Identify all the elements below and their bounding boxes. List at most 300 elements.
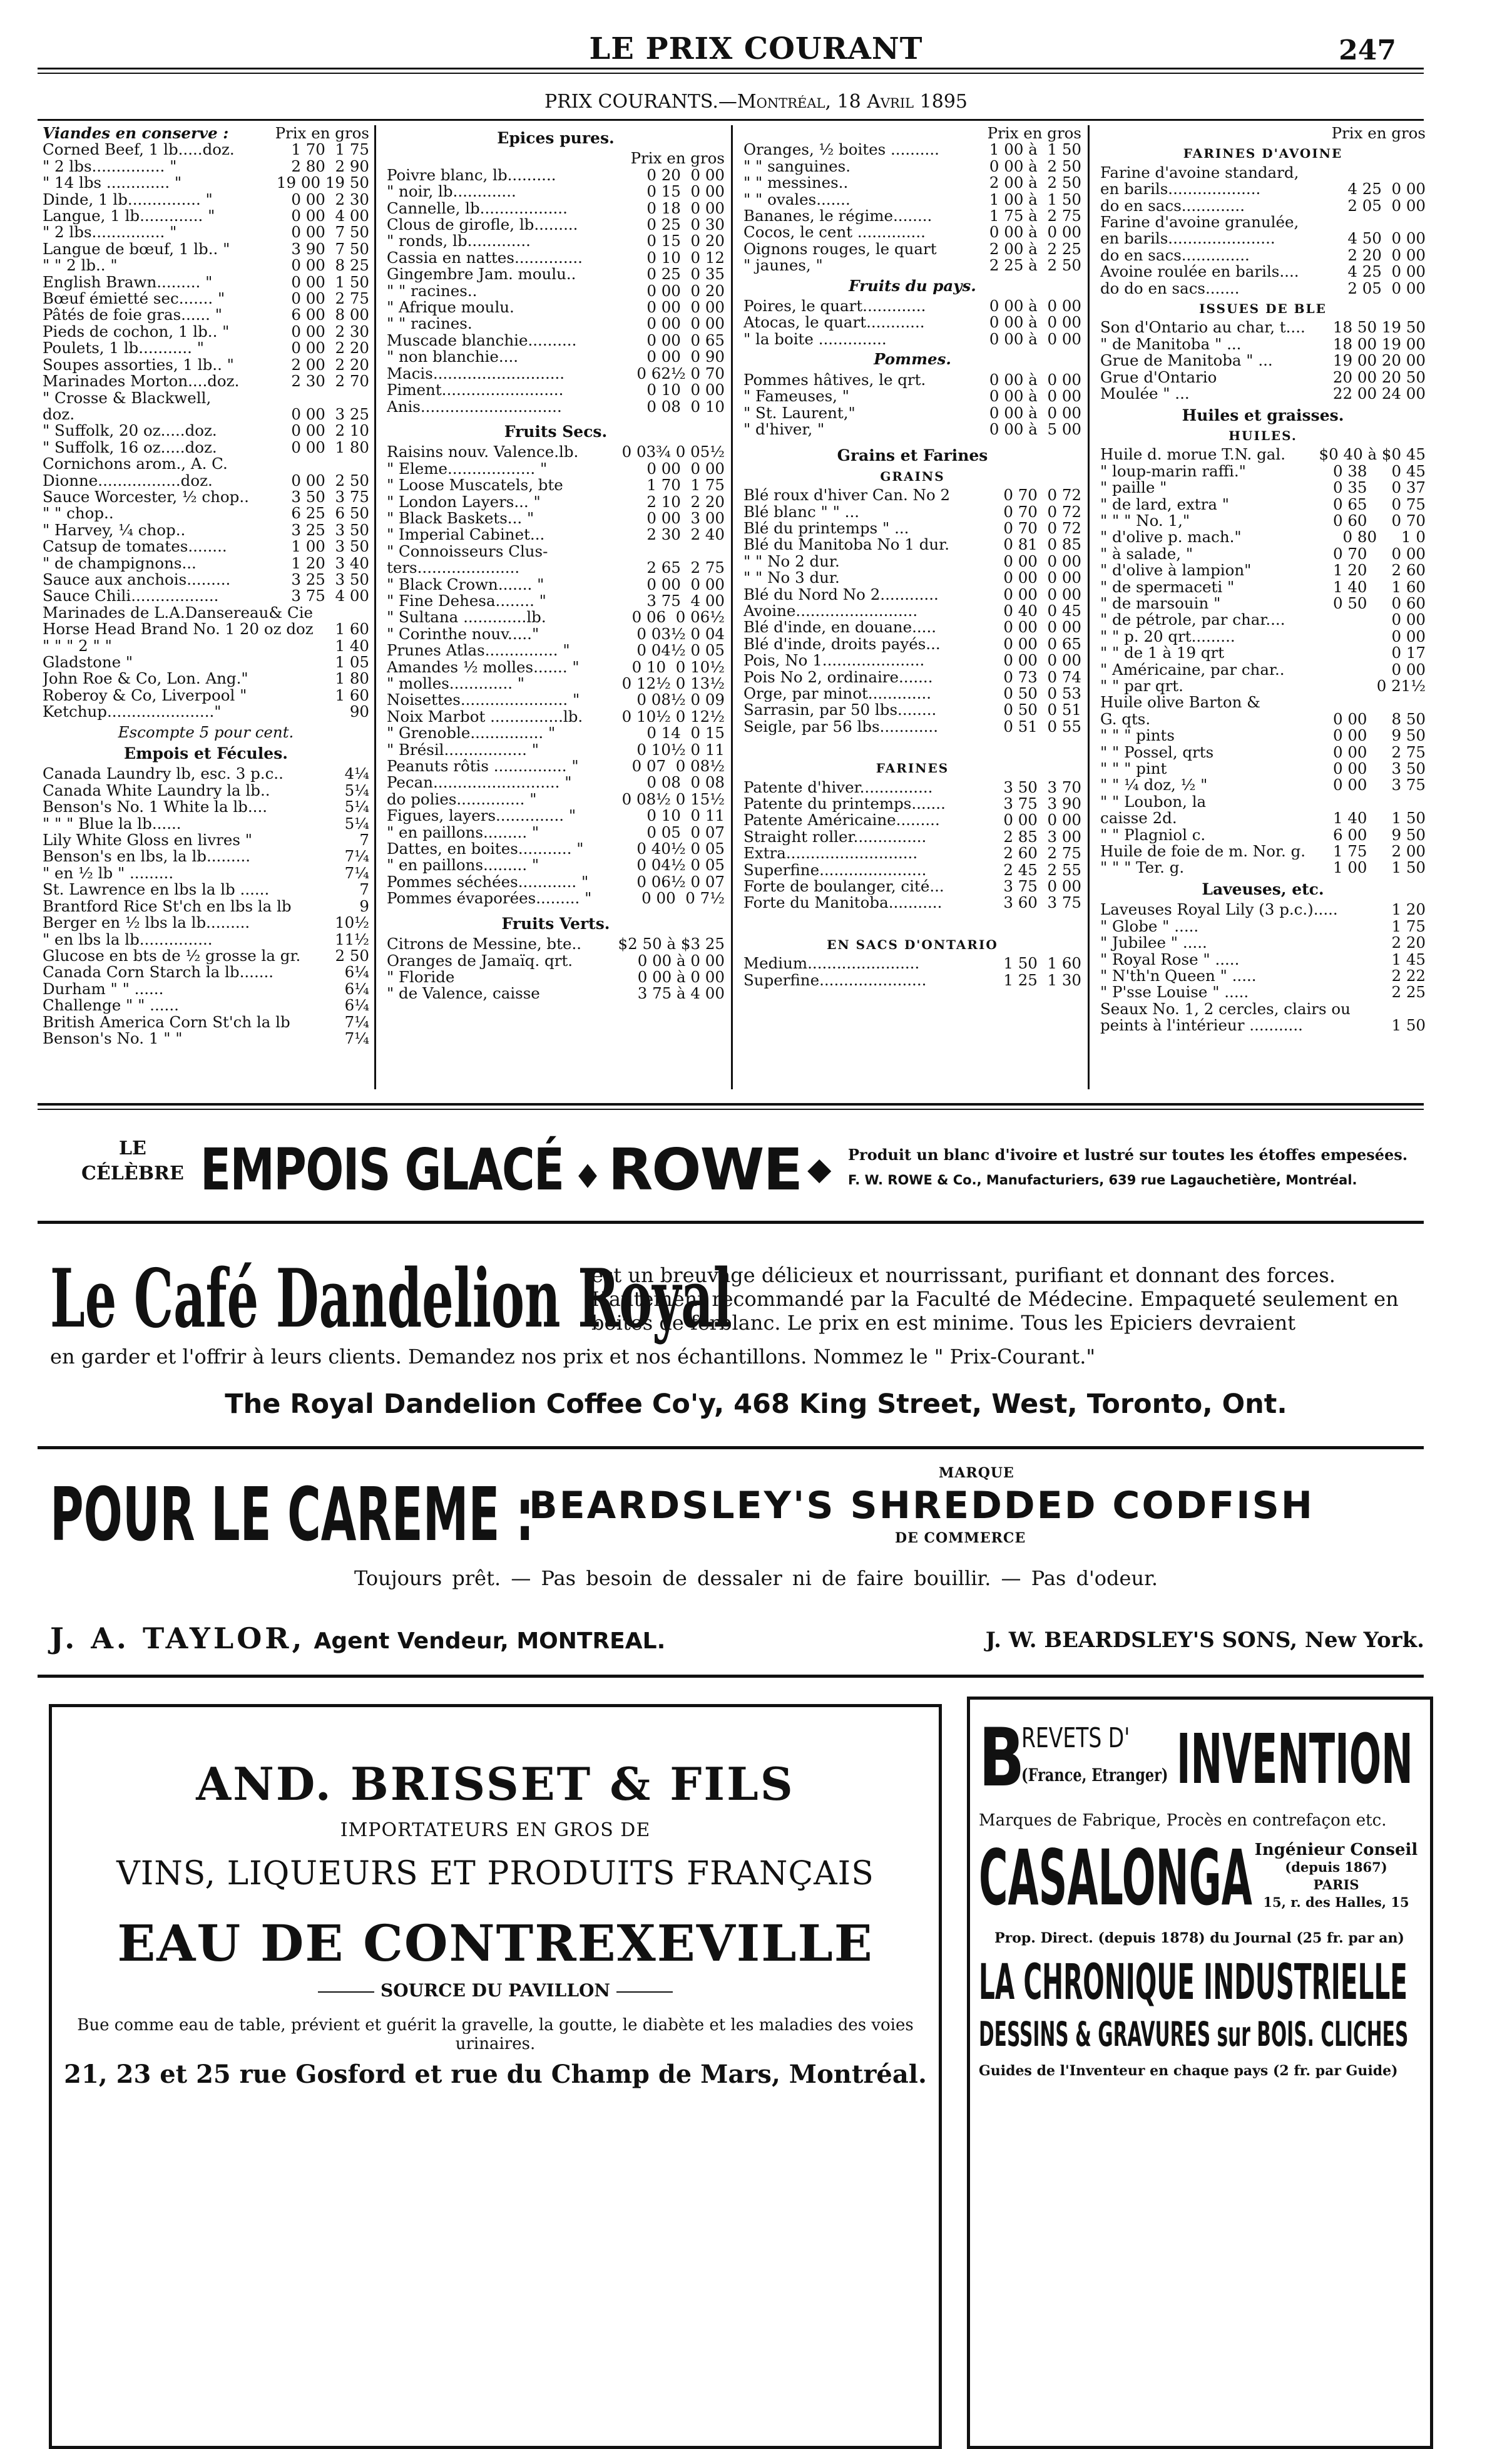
item-name: Pecan.......................... ": [387, 774, 572, 791]
item-price: 0 00 3 00: [646, 508, 725, 527]
item-price: 1 50: [1391, 1016, 1426, 1035]
item-name: " d'olive p. mach.": [1100, 529, 1242, 546]
price-row: [1100, 386, 1426, 402]
item-name: " Imperial Cabinet...: [387, 526, 545, 543]
item-name: do en sacs..............: [1100, 247, 1250, 264]
price-row: [743, 421, 1081, 438]
item-price: 0 00: [1391, 610, 1426, 629]
item-name: Canada Corn Starch la lb.......: [43, 964, 274, 981]
item-name: " " p. 20 qrt.........: [1100, 628, 1235, 645]
item-price: 6 25 6 50: [291, 504, 369, 523]
section-title: Laveuses, etc.: [1202, 880, 1324, 898]
item-price: 0 00 1 50: [291, 272, 369, 291]
price-row: [1100, 952, 1426, 968]
item-name: " paille ": [1100, 480, 1167, 496]
item-price: 10½: [335, 913, 369, 932]
item-name: " " sanguines.: [743, 158, 851, 175]
item-name: en barils...................: [1100, 181, 1261, 198]
column-divider-1: [374, 125, 376, 1089]
item-price: 0 00 1 80: [291, 438, 369, 456]
item-price: 0 00 0 20: [646, 281, 725, 300]
price-row: [387, 200, 725, 217]
item-price: 2 05 0 00: [1347, 196, 1426, 215]
price-row: [43, 274, 369, 290]
item-name: do polies.............. ": [387, 791, 537, 808]
item-name: Poires, le quart.............: [743, 298, 926, 315]
price-row: [387, 824, 725, 841]
item-price: 2 65 2 75: [646, 558, 725, 577]
price-row: [43, 621, 369, 637]
item-price: 2 80 2 90: [291, 157, 369, 175]
section-title: Huiles et graisses.: [1182, 406, 1344, 424]
item-price: 0 00 0 00: [1003, 552, 1081, 570]
item-price: 2 20 0 00: [1347, 245, 1426, 264]
item-price: 1 80: [335, 669, 369, 688]
item-name: " Fine Dehesa........ ": [387, 592, 546, 610]
price-column-2: [387, 125, 725, 1089]
item-name: " " 2 lb.. ": [43, 257, 118, 274]
item-name: " de Valence, caisse: [387, 985, 540, 1002]
brevets-dessins: DESSINS & GRAVURES sur BOIS. CLICHES: [979, 2015, 1409, 2054]
item-name: " " ¼ doz, ½ ": [1100, 777, 1208, 794]
price-row: [387, 890, 725, 906]
price-row: [1100, 562, 1426, 578]
item-name: Horse Head Brand No. 1 20 oz doz: [43, 621, 314, 638]
item-name: " " " 2 " ": [43, 637, 112, 654]
item-name: Cannelle, lb..................: [387, 200, 568, 217]
item-name: " loup-marin raffi.": [1100, 463, 1246, 480]
price-row: [387, 444, 725, 460]
price-row: [43, 324, 369, 340]
item-price: 2 60 2 75: [1003, 844, 1081, 863]
item-name: Peanuts rôtis ............... ": [387, 758, 579, 775]
item-name: Poulets, 1 lb........... ": [43, 340, 204, 357]
item-name: " Corinthe nouv.....": [387, 625, 539, 643]
item-name: " noir, lb.............: [387, 183, 516, 200]
item-name: Canada White Laundry la lb..: [43, 782, 270, 799]
item-price: 0 10 0 10½: [631, 657, 725, 676]
price-row: [387, 283, 725, 299]
price-row: [387, 543, 725, 560]
item-price: 0 00 9 50: [1332, 726, 1426, 745]
item-price: 2 22: [1391, 966, 1426, 985]
item-price: 4 50 0 00: [1347, 229, 1426, 248]
item-price: 1 20: [1391, 900, 1426, 919]
item-price: 0 50 0 53: [1003, 684, 1081, 702]
item-name: Avoine roulée en barils....: [1100, 264, 1299, 280]
item-price: 3 50 3 75: [291, 487, 369, 506]
item-price: 0 65 0 75: [1332, 495, 1426, 513]
price-row: [743, 331, 1081, 347]
brevets-engineer-info: [1249, 1841, 1424, 1911]
price-list-starch: [43, 766, 369, 1047]
section-title: Viandes en conserve :: [43, 125, 229, 142]
item-price: 0 17: [1391, 644, 1426, 662]
item-price: 6¼: [344, 963, 369, 982]
price-heading: Prix en gros: [987, 125, 1081, 142]
item-name: Sauce aux anchois.........: [43, 571, 231, 588]
price-row: [387, 299, 725, 316]
price-row: [743, 862, 1081, 878]
price-row: [43, 981, 369, 997]
item-name: " Connoisseurs Clus-: [387, 543, 548, 560]
item-name: Dionne.................doz.: [43, 472, 213, 489]
item-price: 3 75 4 00: [646, 591, 725, 610]
item-name: " Harvey, ¼ chop..: [43, 521, 186, 539]
subtitle-rule: [38, 119, 1424, 121]
item-price: 0 07 0 08½: [631, 757, 725, 776]
item-name: " St. Laurent,": [743, 404, 856, 421]
price-row: [743, 796, 1081, 812]
brisset-address: 21, 23 et 25 rue Gosford et rue du Champ de Mars, Montréal.: [64, 2060, 927, 2089]
item-name: " d'olive à lampion": [1100, 562, 1252, 579]
price-column-1: [43, 125, 369, 1089]
item-name: peints à l'intérieur ...........: [1100, 1017, 1303, 1034]
item-price: 0 03½ 0 04: [636, 624, 725, 643]
price-row: [1100, 794, 1426, 810]
item-name: " " " No. 1,": [1100, 512, 1190, 530]
price-list-apples: [743, 372, 1081, 438]
item-price: 7¼: [344, 863, 369, 882]
item-name: Langue de bœuf, 1 lb.. ": [43, 240, 230, 258]
item-name: Blé du Nord No 2............: [743, 586, 939, 603]
item-name: Oranges de Jamaïq. qrt.: [387, 952, 573, 969]
price-row: [1100, 181, 1426, 197]
item-name: " Suffolk, 20 oz.....doz.: [43, 423, 217, 439]
item-name: Avoine.........................: [743, 602, 918, 620]
item-name: " " chop..: [43, 505, 114, 522]
item-name: Prunes Atlas............... ": [387, 642, 570, 659]
item-price: 2 10 2 20: [646, 492, 725, 511]
item-name: " jaunes, ": [743, 257, 823, 274]
item-price: 1 00 3 50: [291, 537, 369, 556]
price-row: [743, 537, 1081, 553]
item-price: 7¼: [344, 847, 369, 866]
item-price: 7¼: [344, 1029, 369, 1047]
careme-ad-product: [529, 1465, 1314, 1546]
item-price: 0 14 0 15: [646, 724, 725, 742]
cafe-ad-text-last: en garder et l'offrir à leurs clients. Demandez nos prix et nos échantillons. Nommez le " Prix-Courant.": [50, 1345, 1096, 1368]
item-name: Cocos, le cent ..............: [743, 224, 926, 241]
item-name: Oranges, ½ boites ..........: [743, 141, 939, 158]
item-name: Citrons de Messine, bte..: [387, 936, 582, 953]
brevets-paris: PARIS: [1313, 1877, 1359, 1892]
price-row: [1100, 352, 1426, 369]
item-name: Forte du Manitoba...........: [743, 895, 942, 911]
price-list-oats: [1100, 165, 1426, 297]
item-name: do do en sacs.......: [1100, 280, 1240, 297]
item-name: Benson's en lbs, la lb.........: [43, 848, 251, 865]
item-name: Pois No 2, ordinaire.......: [743, 669, 933, 685]
item-price: 0 00 0 00: [646, 575, 725, 593]
item-price: 0 38 0 45: [1332, 461, 1426, 480]
column-heading-row: [43, 125, 369, 141]
price-row: [743, 955, 1081, 972]
item-price: 0 00 à 0 00: [989, 297, 1081, 316]
item-price: 2 50: [335, 946, 369, 965]
item-name: Son d'Ontario au char, t....: [1100, 319, 1305, 336]
careme-de-commerce: DE COMMERCE: [895, 1530, 1026, 1546]
brisset-products: VINS, LIQUEURS ET PRODUITS FRANÇAIS: [116, 1855, 874, 1892]
item-name: Pommes évaporées......... ": [387, 890, 592, 907]
item-name: " " " pint: [1100, 761, 1167, 778]
price-row: [387, 526, 725, 543]
item-price: 0 00 2 10: [291, 421, 369, 440]
price-row: [1100, 1001, 1426, 1017]
price-row: [43, 406, 369, 423]
price-row: [43, 141, 369, 158]
price-row: [43, 224, 369, 240]
price-row: [387, 250, 725, 266]
item-name: " Royal Rose " .....: [1100, 951, 1240, 968]
careme-agent-name: J. A. TAYLOR,: [50, 1621, 305, 1655]
item-name: Brantford Rice St'ch en lbs la lb: [43, 898, 292, 915]
item-name: " " Plagniol c.: [1100, 826, 1206, 844]
item-name: Sauce Worcester, ½ chop..: [43, 488, 249, 506]
rowe-ad-headline: [200, 1136, 802, 1203]
price-heading: Prix en gros: [1331, 125, 1426, 142]
item-price: 0 00 à 0 00: [989, 329, 1081, 348]
item-price: 0 00 2 50: [291, 471, 369, 490]
item-name: Noix Marbot ...............lb.: [387, 708, 583, 726]
price-row: [387, 969, 725, 985]
price-row: [387, 675, 725, 692]
price-row: [1100, 629, 1426, 645]
brisset-ad-box: [49, 1704, 942, 2449]
item-name: Benson's No. 1 " ": [43, 1030, 183, 1047]
price-row: [43, 1014, 369, 1030]
price-list-bran: [1100, 319, 1426, 402]
price-row: [743, 192, 1081, 208]
price-row: [387, 659, 725, 675]
item-name: " P'sse Louise " .....: [1100, 984, 1249, 1001]
item-price: 0 00 2 75: [1332, 742, 1426, 761]
price-row: [743, 314, 1081, 331]
price-row: [1100, 968, 1426, 984]
item-price: 0 00 0 00: [1003, 618, 1081, 637]
item-price: 0 70 0 72: [1003, 502, 1081, 521]
cafe-ad-address: The Royal Dandelion Coffee Co'y, 468 King Street, West, Toronto, Ont.: [225, 1389, 1287, 1420]
price-row: [387, 857, 725, 873]
price-row: [743, 829, 1081, 845]
price-row: [1100, 513, 1426, 529]
item-name: " " racines..: [387, 282, 478, 300]
item-price: 0 10 0 12: [646, 248, 725, 267]
price-row: [43, 572, 369, 588]
price-row: [387, 742, 725, 758]
price-row: [387, 167, 725, 183]
item-price: 0 00 0 65: [646, 331, 725, 349]
item-name: Forte de boulanger, cité...: [743, 878, 944, 895]
item-name: Marinades de L.A.Dansereau& Cie: [43, 604, 314, 622]
item-price: 0 00 2 20: [291, 339, 369, 357]
price-row: [43, 898, 369, 915]
brevets-invention: INVENTION: [1177, 1719, 1413, 1799]
item-price: 1 60: [335, 620, 369, 639]
price-row: [743, 779, 1081, 796]
price-row: [387, 791, 725, 808]
item-price: 3 50 3 70: [1003, 778, 1081, 796]
item-price: 2 00 2 20: [291, 355, 369, 374]
price-row: [743, 141, 1081, 158]
subsection-title: FARINES D'AVOINE: [1183, 146, 1343, 162]
item-price: 19 00 20 00: [1332, 351, 1426, 370]
item-price: 6 00 8 00: [291, 305, 369, 324]
header-rule-2: [38, 73, 1424, 74]
item-name: Benson's No. 1 White la lb....: [43, 799, 268, 816]
item-name: Langue, 1 lb............. ": [43, 208, 215, 225]
section-title: Pommes.: [874, 350, 951, 369]
item-price: 1 25 1 30: [1003, 970, 1081, 989]
item-name: " " No 2 dur.: [743, 553, 840, 570]
columns-bottom-rule-2: [38, 1109, 1424, 1110]
item-price: 7: [359, 831, 369, 850]
item-price: 2 05 0 00: [1347, 279, 1426, 297]
item-price: 1 40 1 50: [1332, 809, 1426, 828]
price-row: [43, 192, 369, 208]
price-row: [743, 669, 1081, 685]
price-row: [387, 808, 725, 824]
item-price: 0 60 0 70: [1332, 511, 1426, 530]
item-price: 18 50 19 50: [1332, 318, 1426, 337]
price-row: [743, 388, 1081, 404]
price-row: [43, 340, 369, 356]
price-list-washers: [1100, 901, 1426, 1034]
price-row: [1100, 744, 1426, 761]
item-price: 5¼: [344, 781, 369, 799]
price-row: [387, 266, 725, 282]
price-row: [743, 587, 1081, 603]
price-row: [387, 626, 725, 642]
item-name: Lily White Gloss en livres ": [43, 832, 253, 849]
item-name: Gladstone ": [43, 654, 133, 671]
item-name: Figues, layers.............. ": [387, 808, 576, 824]
item-price: 0 00 0 00: [1003, 568, 1081, 587]
section-title: Fruits Verts.: [501, 914, 610, 933]
item-name: " molles............. ": [387, 675, 525, 692]
price-row: [43, 257, 369, 274]
price-row: [743, 241, 1081, 257]
cafe-ad-rule: [38, 1446, 1424, 1449]
item-name: " " " Ter. g.: [1100, 860, 1185, 876]
item-price: 0 00 8 50: [1332, 709, 1426, 728]
item-name: doz.: [43, 406, 75, 423]
item-price: 0 70 0 72: [1003, 486, 1081, 505]
item-name: " en lbs la lb...............: [43, 931, 213, 948]
subsection-title: HUILES.: [1228, 428, 1297, 443]
price-row: [1100, 727, 1426, 744]
item-price: 3 25 3 50: [291, 570, 369, 588]
price-list-oranges: [743, 141, 1081, 274]
price-row: [743, 520, 1081, 537]
item-price: 0 50 0 60: [1332, 593, 1426, 612]
item-price: 0 08½ 0 09: [636, 691, 725, 709]
price-row: [1100, 280, 1426, 297]
item-price: 0 00: [1391, 660, 1426, 679]
price-row: [43, 1030, 369, 1047]
item-price: 0 00 2 30: [291, 190, 369, 208]
price-row: [1100, 678, 1426, 694]
price-row: [387, 774, 725, 791]
item-name: Blé du printemps " ...: [743, 520, 909, 537]
rowe-brand: ROWE: [608, 1136, 802, 1203]
item-name: Glucose en bts de ½ grosse la gr.: [43, 947, 301, 965]
column-divider-2: [731, 125, 733, 1089]
careme-product-name: BEARDSLEY'S SHREDDED CODFISH: [529, 1484, 1314, 1527]
price-row: [387, 874, 725, 890]
item-price: 1 45: [1391, 950, 1426, 968]
item-name: Blé d'inde, en douane.....: [743, 619, 937, 636]
item-price: 2 25 à 2 50: [989, 256, 1081, 275]
price-row: [387, 366, 725, 382]
item-price: 5¼: [344, 798, 369, 816]
price-row: [743, 636, 1081, 652]
item-name: Blé d'inde, droits payés...: [743, 635, 941, 653]
item-name: " " Loubon, la: [1100, 793, 1207, 811]
item-name: Marinades Morton....doz.: [43, 373, 240, 390]
price-row: [43, 932, 369, 948]
item-price: $2 50 à $3 25: [618, 935, 725, 953]
price-row: [1100, 761, 1426, 777]
item-name: Dinde, 1 lb............... ": [43, 191, 213, 208]
item-name: Extra...........................: [743, 845, 918, 862]
price-row: [43, 473, 369, 489]
item-price: 0 15 0 20: [646, 232, 725, 250]
item-price: 2 85 3 00: [1003, 827, 1081, 846]
price-row: [387, 510, 725, 526]
price-row: [43, 704, 369, 720]
item-name: Sauce Chili..................: [43, 588, 219, 605]
price-row: [1100, 319, 1426, 336]
careme-features: Toujours prêt. — Pas besoin de dessaler ni de faire bouillir. — Pas d'odeur.: [354, 1566, 1158, 1590]
price-row: [387, 233, 725, 249]
price-row: [387, 560, 725, 576]
item-name: Raisins nouv. Valence.lb.: [387, 444, 579, 461]
price-row: [43, 522, 369, 538]
item-price: 0 00 à 0 00: [989, 403, 1081, 422]
price-column-3: [743, 125, 1081, 1089]
item-price: 0 04½ 0 05: [636, 856, 725, 875]
item-price: 0 00 3 50: [1332, 759, 1426, 778]
item-price: 2 25: [1391, 983, 1426, 1002]
item-price: 0 62½ 0 70: [636, 364, 725, 382]
item-price: 1 00 à 1 50: [989, 140, 1081, 159]
item-price: 1 70 1 75: [646, 476, 725, 495]
item-name: Patente d'hiver...............: [743, 779, 933, 796]
price-heading: Prix en gros: [275, 125, 369, 142]
item-price: 0 03¾ 0 05½: [621, 443, 725, 461]
item-name: " " messines..: [743, 175, 849, 192]
item-name: Dattes, en boites........... ": [387, 841, 584, 858]
item-price: 0 00 0 00: [1003, 585, 1081, 603]
item-price: 0 00 à 2 50: [989, 157, 1081, 175]
price-row: [43, 832, 369, 848]
price-heading: Prix en gros: [630, 149, 725, 168]
item-name: " la boite ..............: [743, 331, 887, 348]
price-row: [1100, 165, 1426, 181]
item-price: 3 75 0 00: [1003, 877, 1081, 896]
item-name: Patente du printemps.......: [743, 796, 946, 813]
rowe-ad-prefix: [81, 1136, 184, 1186]
item-name: Corned Beef, 1 lb.....doz.: [43, 141, 235, 158]
item-price: 2 30 2 70: [291, 372, 369, 391]
item-name: " Globe " .....: [1100, 918, 1199, 935]
page-number: 247: [1339, 34, 1396, 66]
section-title: Grains et Farines: [837, 446, 988, 465]
price-row: [387, 642, 725, 659]
brevets-ingenieur: Ingénieur Conseil: [1254, 1841, 1418, 1859]
item-price: 0 10½ 0 12½: [621, 707, 725, 726]
